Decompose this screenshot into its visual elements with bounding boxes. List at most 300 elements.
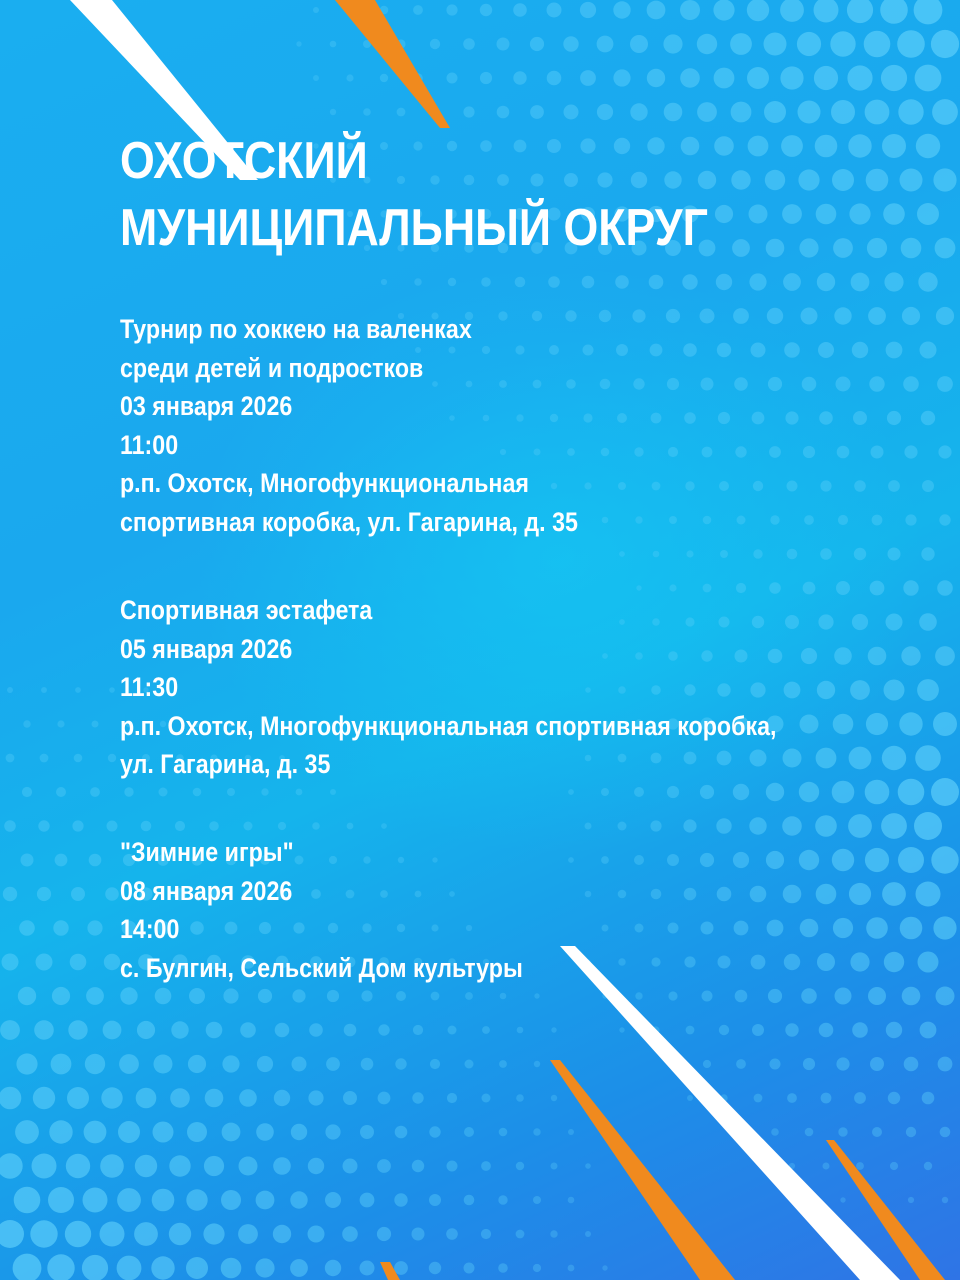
halftone-dot [847, 65, 872, 90]
halftone-dot [782, 204, 802, 224]
halftone-dot [664, 103, 683, 122]
halftone-dot [41, 687, 47, 693]
halftone-dot [819, 411, 833, 425]
halftone-dot [551, 1095, 557, 1101]
halftone-dot [446, 1228, 458, 1240]
halftone-dot [40, 754, 49, 763]
halftone-dot [781, 135, 803, 157]
halftone-dot [568, 789, 574, 795]
halftone-dot [785, 615, 799, 629]
halftone-dot [57, 720, 64, 727]
halftone-dot [865, 848, 889, 872]
halftone-dot [882, 882, 906, 906]
halftone-dot [463, 38, 475, 50]
halftone-dot [601, 856, 609, 864]
halftone-dot [902, 307, 920, 325]
halftone-dot [832, 169, 854, 191]
halftone-dot [151, 1256, 174, 1279]
halftone-dot [701, 378, 714, 391]
halftone-dot [551, 1163, 558, 1170]
halftone-dot [602, 925, 609, 932]
halftone-dot [203, 1223, 224, 1244]
halftone-dot [482, 1094, 491, 1103]
halftone-dot [682, 274, 697, 289]
halftone-dot [397, 108, 406, 117]
halftone-dot [668, 447, 678, 457]
halftone-dot [836, 581, 850, 595]
halftone-dot [898, 847, 924, 873]
halftone-dot [767, 308, 783, 324]
halftone-dot [291, 1124, 307, 1140]
halftone-dot [647, 1, 666, 20]
halftone-dot [153, 1122, 174, 1143]
halftone-dot [464, 1263, 475, 1274]
halftone-dot [135, 1155, 157, 1177]
halftone-dot [784, 682, 801, 699]
halftone-dot [632, 309, 645, 322]
halftone-dot [32, 1154, 57, 1179]
halftone-dot [326, 1057, 340, 1071]
halftone-dot [799, 782, 819, 802]
halftone-dot [886, 614, 903, 631]
halftone-dot [915, 745, 941, 771]
halftone-dot [701, 922, 714, 935]
halftone-dot [187, 1122, 207, 1142]
halftone-dot [71, 887, 85, 901]
halftone-dot [749, 273, 766, 290]
halftone-dot [120, 987, 137, 1004]
halftone-dot [380, 74, 388, 82]
halftone-dot [430, 39, 440, 49]
halftone-dot [107, 821, 118, 832]
halftone-dot [378, 1024, 389, 1035]
halftone-dot [169, 1223, 191, 1245]
halftone-dot [922, 480, 934, 492]
halftone-dot [888, 548, 901, 561]
halftone-dot [785, 411, 798, 424]
title-line-2: МУНИЦИПАЛЬНЫЙ ОКРУГ [120, 199, 708, 257]
halftone-dot [938, 1057, 953, 1072]
halftone-dot [296, 789, 303, 796]
halftone-dot [256, 1191, 275, 1210]
halftone-dot [14, 1187, 41, 1214]
halftone-dot [413, 1025, 423, 1035]
halftone-dot [429, 1126, 440, 1137]
halftone-dot [900, 169, 923, 192]
halftone-dot [394, 1261, 408, 1275]
halftone-dot [308, 1090, 323, 1105]
event-time: 11:30 [120, 672, 179, 702]
halftone-dot [21, 854, 34, 867]
halftone-dot [601, 788, 609, 796]
halftone-dot [6, 754, 15, 763]
halftone-dot [256, 1123, 274, 1141]
event-place-line-1: р.п. Охотск, Многофункциональная [120, 468, 529, 498]
halftone-dot [865, 780, 890, 805]
halftone-dot [4, 820, 16, 832]
halftone-dot [292, 1057, 307, 1072]
halftone-dot [936, 987, 955, 1006]
halftone-dot [413, 5, 423, 15]
halftone-dot [881, 813, 907, 839]
halftone-dot [771, 1128, 779, 1136]
halftone-dot [412, 1092, 423, 1103]
halftone-dot [686, 550, 693, 557]
halftone-dot [582, 276, 595, 289]
halftone-dot [714, 136, 734, 156]
halftone-dot [602, 1265, 607, 1270]
halftone-dot [119, 1054, 139, 1074]
halftone-dot [933, 168, 956, 191]
halftone-dot [363, 108, 371, 116]
halftone-dot [361, 1058, 374, 1071]
halftone-dot [768, 377, 782, 391]
halftone-dot [613, 69, 630, 86]
halftone-dot [883, 203, 905, 225]
halftone-dot [732, 239, 750, 257]
halftone-dot [33, 1087, 55, 1109]
halftone-dot [360, 1193, 375, 1208]
halftone-dot [871, 446, 884, 459]
halftone-dot [719, 481, 729, 491]
halftone-dot [482, 1026, 490, 1034]
halftone-dot [635, 516, 642, 523]
halftone-dot [833, 238, 853, 258]
halftone-dot [290, 1191, 307, 1208]
halftone-dot [838, 515, 848, 525]
event-place-line-2: спортивная коробка, ул. Гагарина, д. 35 [120, 506, 578, 537]
halftone-dot [836, 1057, 849, 1070]
halftone-dot [803, 1058, 815, 1070]
halftone-dot [920, 1022, 937, 1039]
halftone-dot [886, 1022, 902, 1038]
halftone-dot [866, 917, 888, 939]
halftone-dot [534, 1061, 540, 1067]
halftone-dot [395, 1126, 408, 1139]
halftone-dot [360, 1125, 374, 1139]
halftone-dot [273, 1225, 291, 1243]
halftone-dot [780, 0, 804, 22]
halftone-dot [713, 0, 734, 21]
halftone-dot [377, 1227, 391, 1241]
halftone-dot [852, 614, 868, 630]
halftone-dot [749, 205, 768, 224]
halftone-dot [580, 70, 596, 86]
halftone-dot [85, 1054, 105, 1074]
halftone-dot [534, 993, 539, 998]
halftone-dot [221, 1258, 242, 1279]
halftone-dot [817, 681, 835, 699]
halftone-dot [273, 1157, 291, 1175]
halftone-dot [868, 307, 886, 325]
halftone-dot [613, 1, 630, 18]
halftone-dot [733, 784, 749, 800]
halftone-dot [717, 343, 731, 357]
halftone-dot [500, 993, 507, 1000]
title-line-1: ОХОТСКИЙ [120, 132, 368, 190]
halftone-dot [296, 41, 301, 46]
halftone-dot [465, 1060, 474, 1069]
halftone-dot [831, 100, 855, 124]
halftone-dot [853, 411, 867, 425]
halftone-dot [16, 1053, 37, 1074]
halftone-dot [931, 778, 959, 806]
event-name: "Зимние игры" [120, 837, 294, 867]
halftone-dot [766, 783, 784, 801]
halftone-dot [3, 887, 17, 901]
halftone-dot [412, 1160, 424, 1172]
halftone-dot [0, 1087, 21, 1110]
halftone-dot [924, 1162, 932, 1170]
halftone-dot [136, 1088, 157, 1109]
halftone-dot [703, 1060, 711, 1068]
halftone-dot [396, 991, 406, 1001]
halftone-dot [52, 987, 70, 1005]
halftone-dot [884, 680, 905, 701]
halftone-dot [290, 1259, 308, 1277]
halftone-dot [261, 788, 268, 795]
halftone-dot [931, 846, 958, 873]
halftone-dot [448, 278, 456, 286]
halftone-dot [583, 345, 594, 356]
halftone-dot [769, 446, 781, 458]
halftone-dot [848, 134, 871, 157]
halftone-dot [900, 917, 923, 940]
halftone-dot [798, 169, 819, 190]
halftone-dot [747, 67, 769, 89]
halftone-dot [817, 273, 835, 291]
halftone-dot [155, 988, 172, 1005]
event-name: Спортивная эстафета [120, 595, 373, 625]
halftone-dot [619, 551, 625, 557]
halftone-dot [171, 1021, 188, 1038]
halftone-dot [330, 41, 337, 48]
halftone-dot [866, 713, 888, 735]
halftone-dot [223, 988, 238, 1003]
halftone-dot [916, 134, 940, 158]
halftone-dot [684, 412, 696, 424]
halftone-dot [516, 1230, 525, 1239]
halftone-dot [797, 32, 821, 56]
halftone-dot [308, 1158, 324, 1174]
halftone-dot [516, 1094, 524, 1102]
halftone-dot [36, 954, 53, 971]
halftone-dot [585, 1231, 591, 1237]
halftone-dot [820, 480, 831, 491]
halftone-dot [798, 101, 821, 124]
halftone-dot [851, 273, 870, 292]
halftone-dot [904, 1057, 919, 1072]
halftone-dot [104, 954, 120, 970]
halftone-dot [852, 342, 868, 358]
halftone-dot [749, 817, 766, 834]
halftone-dot [880, 0, 908, 24]
halftone-dot [446, 4, 457, 15]
halftone-dot [668, 991, 677, 1000]
halftone-dot [636, 585, 641, 590]
halftone-dot [933, 712, 957, 736]
halftone-dot [931, 30, 959, 58]
halftone-dot [937, 376, 953, 392]
halftone-dot [838, 1127, 847, 1136]
halftone-dot [872, 1127, 882, 1137]
halftone-dot [734, 921, 749, 936]
halftone-dot [780, 66, 803, 89]
halftone-dot [0, 1020, 20, 1040]
halftone-dot [649, 275, 664, 290]
halftone-dot [765, 170, 785, 190]
halftone-dot [630, 103, 647, 120]
halftone-dot [72, 820, 83, 831]
halftone-dot [49, 1120, 72, 1143]
halftone-dot [343, 1159, 358, 1174]
halftone-dot [395, 1058, 406, 1069]
halftone-dot [904, 445, 917, 458]
halftone-dot [563, 36, 578, 51]
halftone-dot [124, 787, 133, 796]
halftone-dot [278, 822, 286, 830]
halftone-dot [731, 170, 750, 189]
halftone-dot [821, 1093, 832, 1104]
halftone-dot [856, 1162, 864, 1170]
halftone-dot [799, 850, 819, 870]
halftone-dot [83, 1188, 108, 1213]
halftone-dot [585, 1163, 591, 1169]
halftone-dot [547, 3, 562, 18]
halftone-dot [835, 988, 852, 1005]
halftone-dot [719, 1025, 729, 1035]
halftone-dot [840, 1197, 845, 1202]
halftone-dot [914, 0, 943, 24]
halftone-dot [381, 823, 387, 829]
halftone-dot [650, 344, 663, 357]
halftone-dot [922, 1092, 935, 1105]
halftone-dot [716, 274, 732, 290]
halftone-dot [905, 514, 916, 525]
halftone-dot [735, 990, 748, 1003]
halftone-dot [700, 853, 714, 867]
halftone-dot [238, 1224, 258, 1244]
halftone-dot [866, 169, 889, 192]
halftone-dot [601, 448, 610, 457]
halftone-dot [105, 887, 119, 901]
halftone-dot [888, 1092, 900, 1104]
page-title [120, 128, 708, 262]
halftone-dot [38, 820, 49, 831]
halftone-dot [803, 446, 815, 458]
halftone-dot [313, 7, 319, 13]
halftone-dot [330, 789, 336, 795]
halftone-dot [533, 1264, 541, 1272]
halftone-dot [580, 2, 596, 18]
halftone-dot [584, 482, 591, 489]
halftone-dot [734, 377, 748, 391]
halftone-dot [783, 273, 801, 291]
halftone-dot [867, 238, 887, 258]
halftone-dot [615, 275, 629, 289]
halftone-dot [651, 957, 660, 966]
halftone-dot [89, 854, 102, 867]
halftone-dot [652, 482, 661, 491]
halftone-dot [850, 952, 869, 971]
halftone-dot [754, 1094, 763, 1103]
halftone-dot [816, 884, 837, 905]
halftone-dot [737, 516, 746, 525]
halftone-dot [117, 1188, 141, 1212]
halftone-dot [836, 377, 851, 392]
event-date: 05 января 2026 [120, 633, 293, 664]
halftone-dot [19, 920, 35, 936]
halftone-dot [618, 890, 627, 899]
halftone-dot [697, 34, 717, 54]
halftone-dot [816, 204, 837, 225]
halftone-dot [784, 954, 800, 970]
halftone-dot [431, 992, 440, 1001]
halftone-dot [239, 1089, 257, 1107]
halftone-dot [394, 1193, 407, 1206]
halftone-dot [933, 916, 956, 939]
halftone-dot [313, 75, 319, 81]
event-name-line-1: Турнир по хоккею на валенках [120, 314, 472, 344]
halftone-dot [275, 1023, 290, 1038]
halftone-dot [634, 447, 643, 456]
halftone-dot [330, 109, 336, 115]
halftone-dot [736, 1059, 746, 1069]
halftone-dot [597, 104, 613, 120]
halftone-dot [633, 378, 644, 389]
halftone-dot [647, 69, 665, 87]
halftone-dot [687, 1095, 693, 1101]
halftone-dot [942, 1197, 948, 1203]
halftone-dot [767, 920, 784, 937]
halftone-dot [222, 1123, 241, 1142]
halftone-dot [82, 1255, 108, 1280]
event-sport-relay [120, 591, 776, 784]
halftone-dot [921, 547, 934, 560]
halftone-dot [635, 924, 644, 933]
halftone-dot [935, 238, 956, 259]
halftone-dot [497, 38, 510, 51]
halftone-dot [342, 1226, 358, 1242]
halftone-dot [833, 918, 853, 938]
halftone-dot [292, 989, 305, 1002]
halftone-dot [0, 1220, 24, 1248]
halftone-dot [818, 614, 833, 629]
halftone-dot [872, 515, 883, 526]
halftone-dot [919, 613, 937, 631]
halftone-dot [447, 73, 458, 84]
halftone-dot [498, 1195, 507, 1204]
halftone-dot [801, 988, 817, 1004]
halftone-dot [735, 446, 746, 457]
event-winter-games [120, 833, 523, 987]
halftone-dot [803, 582, 816, 595]
halftone-dot [51, 1054, 72, 1075]
halftone-dot [548, 276, 560, 288]
halftone-dot [381, 279, 387, 285]
halftone-dot [547, 71, 562, 86]
halftone-dot [832, 781, 855, 804]
halftone-dot [903, 376, 919, 392]
halftone-dot [221, 1190, 241, 1210]
halftone-dot [666, 309, 680, 323]
halftone-dot [533, 1128, 540, 1135]
halftone-dot [898, 779, 925, 806]
halftone-dot [227, 788, 235, 796]
halftone-dot [733, 852, 749, 868]
halftone-dot [700, 785, 714, 799]
event-place-line-1: р.п. Охотск, Многофункциональная спортивная коробка, [120, 710, 777, 741]
